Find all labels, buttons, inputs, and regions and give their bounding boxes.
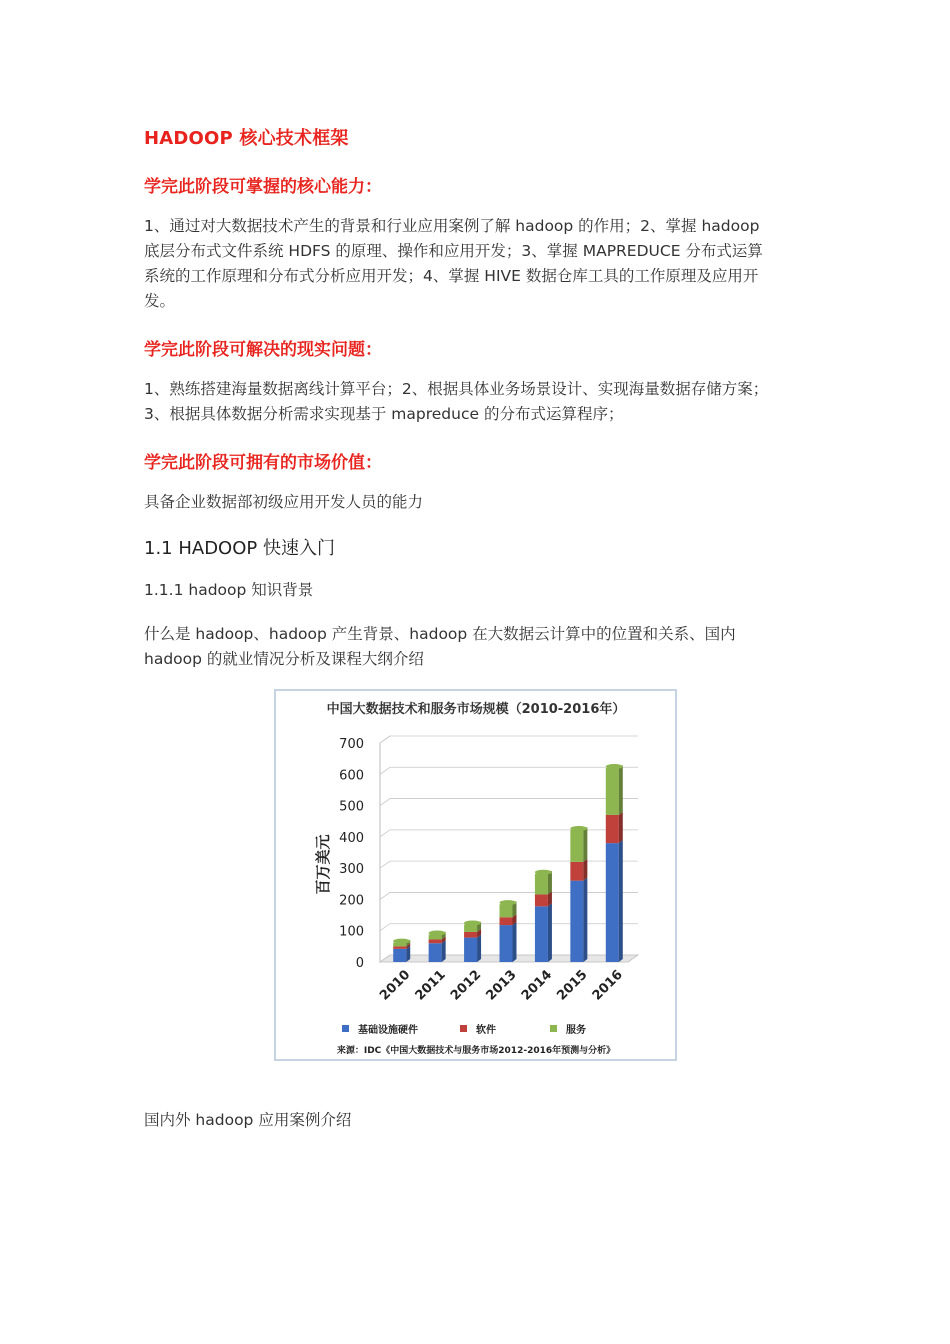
bar-top-cap xyxy=(393,939,410,944)
bar-segment xyxy=(464,932,477,938)
section-1-1-1-heading: 1.1.1 hadoop 知识背景 xyxy=(144,581,314,599)
y-tick-label: 700 xyxy=(339,737,364,752)
core-line: 底层分布式文件系统 HDFS 的原理、操作和应用开发；3、掌握 MAPREDUCE 分布式运算 xyxy=(144,242,763,260)
bar-segment xyxy=(464,938,477,962)
bar-segment-side xyxy=(548,871,552,895)
x-tick-label: 2013 xyxy=(483,967,520,1004)
core-ability-paragraph xyxy=(144,214,763,314)
bar-segment xyxy=(535,906,548,962)
x-tick-label: 2014 xyxy=(518,967,556,1004)
bar-segment-side xyxy=(619,840,623,962)
bar-segment-side xyxy=(583,878,587,962)
bar-segment-side xyxy=(477,935,481,962)
bar-segment xyxy=(606,843,619,962)
bar-top-cap xyxy=(535,870,552,875)
bar-segment xyxy=(606,768,619,815)
doc-title: HADOOP 核心技术框架 xyxy=(144,128,349,149)
market-value-heading: 学完此阶段可拥有的市场价值： xyxy=(144,453,382,473)
gridline xyxy=(380,830,638,837)
bar-segment xyxy=(535,894,548,906)
y-tick-label: 0 xyxy=(355,956,364,971)
y-tick-label: 500 xyxy=(339,799,364,815)
bar-segment xyxy=(429,943,442,962)
chart-svg xyxy=(276,691,675,1059)
y-tick-label: 400 xyxy=(339,830,364,846)
bar-segment xyxy=(500,904,513,917)
bar-top-cap xyxy=(606,764,623,769)
problems-heading: 学完此阶段可解决的现实问题： xyxy=(144,340,382,360)
y-tick-label: 100 xyxy=(339,924,364,940)
intro-paragraph xyxy=(144,622,736,672)
legend-label: 基础设施硬件 xyxy=(358,1025,418,1036)
market-size-chart xyxy=(274,689,677,1061)
bar-segment-side xyxy=(619,812,623,843)
bar-segment-side xyxy=(442,940,446,962)
gridline xyxy=(380,767,638,774)
x-tick-label: 2011 xyxy=(412,967,449,1004)
bar-segment xyxy=(570,830,583,862)
core-line: 发。 xyxy=(144,292,176,310)
x-tick-label: 2015 xyxy=(554,967,591,1004)
legend-swatch xyxy=(550,1025,557,1032)
bar-segment xyxy=(429,939,442,943)
core-line: 系统的工作原理和分布式分析应用开发；4、掌握 HIVE 数据仓库工具的工作原理及应用开 xyxy=(144,267,759,285)
gridline xyxy=(380,892,638,899)
x-tick-label: 2016 xyxy=(589,967,626,1004)
legend-swatch xyxy=(342,1025,349,1032)
bar-top-cap xyxy=(500,900,517,905)
bar-segment xyxy=(535,874,548,895)
bar-segment xyxy=(570,881,583,962)
gridline xyxy=(380,736,638,743)
bar-segment xyxy=(500,917,513,925)
section-1-1-heading: 1.1 HADOOP 快速入门 xyxy=(144,538,335,559)
market-value-text: 具备企业数据部初级应用开发人员的能力 xyxy=(144,493,424,511)
legend-label: 服务 xyxy=(566,1025,586,1036)
x-tick-label: 2010 xyxy=(377,967,414,1004)
intro-line: hadoop 的就业情况分析及课程大纲介绍 xyxy=(144,650,424,668)
gridline xyxy=(380,799,638,806)
intro-line: 什么是 hadoop、hadoop 产生背景、hadoop 在大数据云计算中的位置和关系、国内 xyxy=(144,625,736,643)
problems-line: 3、根据具体数据分析需求实现基于 mapreduce 的分布式运算程序； xyxy=(144,405,624,423)
legend-swatch xyxy=(460,1025,467,1032)
bar-segment xyxy=(393,946,406,949)
chart-title: 中国大数据技术和服务市场规模（2010-2016年） xyxy=(326,702,626,717)
bar-segment-side xyxy=(583,859,587,881)
bar-segment xyxy=(570,862,583,881)
bar-segment-side xyxy=(513,922,517,962)
bar-segment xyxy=(393,949,406,962)
bar-top-cap xyxy=(570,826,587,831)
bar-top-cap xyxy=(464,920,481,925)
chart-source: 来源：IDC《中国大数据技术与服务市场2012-2016年预测与分析》 xyxy=(336,1046,616,1056)
y-axis-label: 百万美元 xyxy=(314,834,332,895)
problems-paragraph xyxy=(144,377,768,427)
bar-segment-side xyxy=(583,827,587,862)
y-tick-label: 300 xyxy=(339,862,364,878)
problems-line: 1、熟练搭建海量数据离线计算平台；2、根据具体业务场景设计、实现海量数据存储方案； xyxy=(144,380,769,398)
core-line: 1、通过对大数据技术产生的背景和行业应用案例了解 hadoop 的作用；2、掌握 hadoop xyxy=(144,217,760,235)
bar-segment-side xyxy=(619,765,623,815)
y-tick-label: 600 xyxy=(339,768,364,784)
bar-segment xyxy=(464,924,477,932)
y-tick-label: 200 xyxy=(339,893,364,909)
bar-segment-side xyxy=(548,903,552,962)
footer-text: 国内外 hadoop 应用案例介绍 xyxy=(144,1111,352,1129)
bar-segment xyxy=(500,925,513,962)
legend-label: 软件 xyxy=(476,1025,496,1036)
bar-top-cap xyxy=(429,930,446,935)
gridline xyxy=(380,861,638,868)
core-ability-heading: 学完此阶段可掌握的核心能力： xyxy=(144,177,382,197)
x-tick-label: 2012 xyxy=(447,967,485,1004)
bar-segment xyxy=(606,815,619,843)
